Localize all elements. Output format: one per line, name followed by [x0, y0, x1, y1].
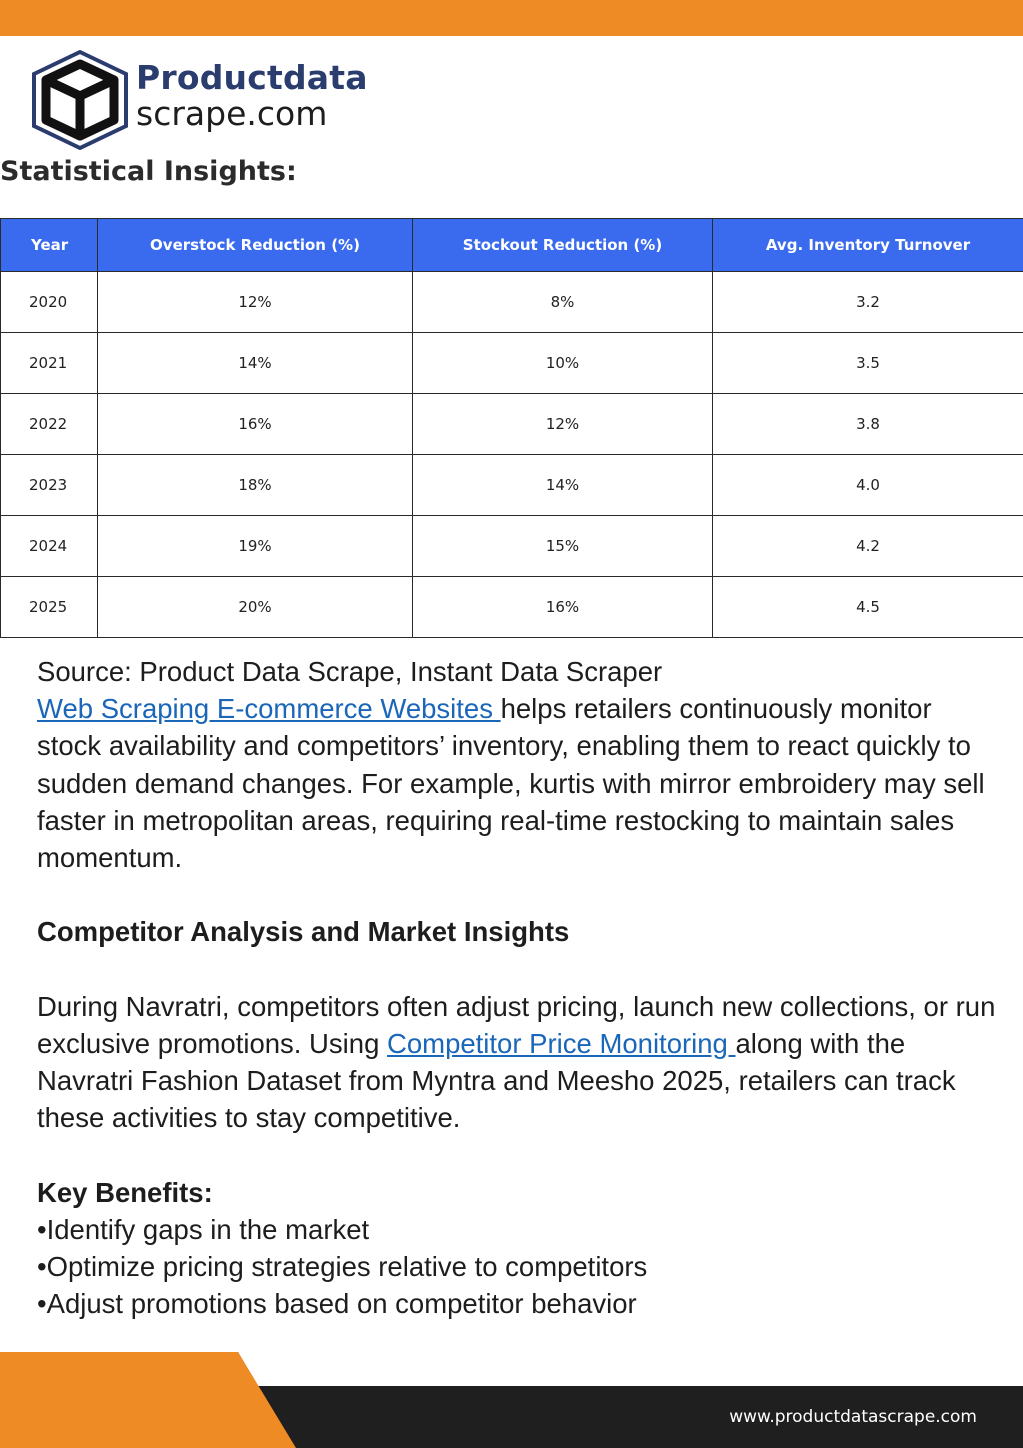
cell-year: 2020 — [1, 272, 98, 333]
footer-bar — [0, 1352, 1023, 1448]
column-header-overstock: Overstock Reduction (%) — [98, 219, 413, 272]
cube-icon — [30, 50, 130, 150]
key-benefits-heading: Key Benefits: — [37, 1176, 213, 1208]
competitor-price-monitoring-link[interactable]: Competitor Price Monitoring — [387, 1028, 736, 1059]
cell-stockout: 8% — [413, 272, 713, 333]
cell-year: 2023 — [1, 455, 98, 516]
cell-year: 2025 — [1, 577, 98, 638]
paragraph-text: along with the Navratri Fashion Dataset from Myntra and Meesho 2025, retailers can track these activities to stay competitive. — [37, 1028, 956, 1134]
cell-year: 2022 — [1, 394, 98, 455]
cell-stockout: 12% — [413, 394, 713, 455]
competitor-analysis-heading: Competitor Analysis and Market Insights — [37, 916, 570, 948]
cell-stockout: 10% — [413, 333, 713, 394]
list-item: •Optimize pricing strategies relative to competitors — [37, 1251, 648, 1283]
list-item: •Adjust promotions based on competitor behavior — [37, 1288, 637, 1320]
cell-turnover: 3.5 — [713, 333, 1023, 394]
table-row — [1, 272, 1023, 333]
paragraph-text: helps retailers continuously monitor stock availability and competitors’ inventory, enabling them to react quickly to sudden demand changes. For example, kurtis with mirror embroidery may sell faster in metropolitan areas, requiring real-time restocking to maintain sales momentum. — [37, 693, 985, 874]
list-item: •Identify gaps in the market — [37, 1214, 370, 1245]
source-line: Source: Product Data Scrape, Instant Data Scraper — [37, 656, 663, 687]
table-row — [1, 516, 1023, 577]
cell-stockout: 15% — [413, 516, 713, 577]
cell-overstock: 14% — [98, 333, 413, 394]
logo-name-line2: scrape.com — [136, 94, 328, 133]
article-body — [37, 653, 997, 1323]
cell-overstock: 19% — [98, 516, 413, 577]
cell-overstock: 12% — [98, 272, 413, 333]
table-header-row — [1, 219, 1023, 272]
cell-overstock: 20% — [98, 577, 413, 638]
cell-turnover: 4.0 — [713, 455, 1023, 516]
section-heading: Statistical Insights: — [0, 156, 297, 187]
cell-year: 2024 — [1, 516, 98, 577]
cell-stockout: 14% — [413, 455, 713, 516]
table-row — [1, 394, 1023, 455]
paragraph-web-scraping — [37, 690, 997, 876]
footer-shapes — [0, 1352, 1023, 1448]
web-scraping-link[interactable]: Web Scraping E-commerce Websites — [37, 693, 501, 725]
cell-stockout: 16% — [413, 577, 713, 638]
brand-logo[interactable] — [30, 50, 390, 150]
paragraph-text: During Navratri, competitors often adjust pricing, launch new collections, or run exclusive promotions. Using — [37, 990, 996, 1059]
table-row — [1, 333, 1023, 394]
paragraph-competitor — [37, 988, 997, 1137]
column-header-year: Year — [1, 219, 98, 272]
statistics-table — [0, 218, 1023, 638]
table-row — [1, 577, 1023, 638]
cell-turnover: 3.2 — [713, 272, 1023, 333]
table-row — [1, 455, 1023, 516]
cell-overstock: 18% — [98, 455, 413, 516]
footer-website-link[interactable]: www.productdatascrape.com — [729, 1407, 977, 1427]
cell-year: 2021 — [1, 333, 98, 394]
cell-turnover: 4.2 — [713, 516, 1023, 577]
cell-turnover: 3.8 — [713, 394, 1023, 455]
column-header-turnover: Avg. Inventory Turnover — [713, 219, 1023, 272]
cell-overstock: 16% — [98, 394, 413, 455]
cell-turnover: 4.5 — [713, 577, 1023, 638]
logo-name-line1: Productdata — [136, 58, 368, 97]
column-header-stockout: Stockout Reduction (%) — [413, 219, 713, 272]
top-accent-bar — [0, 0, 1023, 36]
